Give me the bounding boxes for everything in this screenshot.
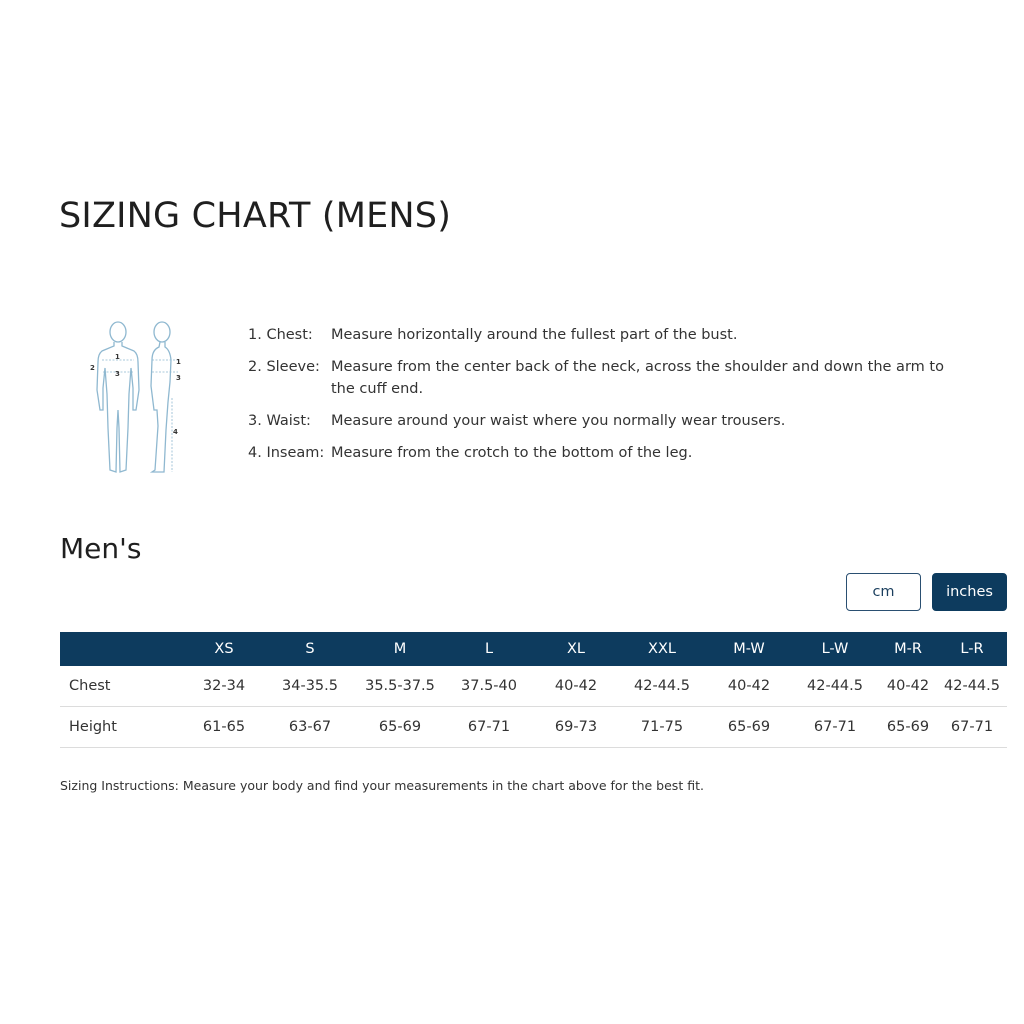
size-header: XXL [648, 641, 676, 657]
table-row [60, 707, 1007, 748]
size-header: XL [566, 641, 585, 657]
svg-text:1: 1 [115, 353, 120, 361]
measurement-label: 2. Sleeve: [248, 359, 320, 375]
svg-text:1: 1 [176, 358, 181, 366]
measurement-row-inseam [248, 442, 968, 464]
table-cell: 40-42 [707, 666, 791, 707]
unit-cm-button[interactable]: cm [846, 573, 921, 611]
table-cell: 69-73 [535, 707, 617, 748]
size-header: M [393, 641, 407, 657]
table-cell: 40-42 [879, 666, 937, 707]
row-label: Height [60, 707, 185, 748]
table-cell: 67-71 [937, 707, 1007, 748]
size-header: L-R [960, 641, 984, 657]
table-cell: 32-34 [185, 666, 263, 707]
table-cell: 42-44.5 [791, 666, 879, 707]
size-header: M-R [894, 641, 922, 657]
table-cell: 71-75 [617, 707, 707, 748]
measurement-row-chest [248, 324, 968, 346]
measurement-label: 4. Inseam: [248, 445, 325, 461]
size-header: M-W [733, 641, 765, 657]
table-cell: 67-71 [443, 707, 535, 748]
table-cell: 63-67 [263, 707, 357, 748]
table-cell: 65-69 [879, 707, 937, 748]
sizing-footnote: Sizing Instructions: Measure your body and find your measurements in the chart above for the best fit. [60, 778, 704, 793]
table-cell: 40-42 [535, 666, 617, 707]
size-table-header [60, 632, 1007, 666]
size-header: S [305, 641, 315, 657]
measurement-label: 3. Waist: [248, 413, 311, 429]
measurement-instructions [248, 324, 968, 474]
row-label: Chest [60, 666, 185, 707]
table-cell: 42-44.5 [937, 666, 1007, 707]
body-measurement-figure-icon [88, 318, 188, 478]
svg-text:3: 3 [176, 374, 181, 382]
measurement-text: Measure horizontally around the fullest part of the bust. [331, 327, 738, 343]
svg-text:2: 2 [90, 364, 95, 372]
size-table [60, 632, 1007, 748]
page-title: SIZING CHART (MENS) [59, 196, 452, 236]
table-cell: 67-71 [791, 707, 879, 748]
svg-text:3: 3 [115, 370, 120, 378]
unit-inches-button[interactable]: inches [932, 573, 1007, 611]
table-cell: 61-65 [185, 707, 263, 748]
table-cell: 65-69 [707, 707, 791, 748]
size-header: XS [214, 641, 234, 657]
table-row [60, 666, 1007, 707]
table-cell: 34-35.5 [263, 666, 357, 707]
svg-text:4: 4 [173, 428, 178, 436]
table-header-corner [60, 632, 185, 666]
measurement-text: Measure around your waist where you normally wear trousers. [331, 413, 786, 429]
measurement-row-waist [248, 410, 968, 432]
table-cell: 42-44.5 [617, 666, 707, 707]
table-cell: 65-69 [357, 707, 443, 748]
measurement-text: Measure from the crotch to the bottom of the leg. [331, 445, 693, 461]
section-title: Men's [60, 532, 142, 565]
measurement-row-sleeve [248, 356, 968, 400]
measurement-text: Measure from the center back of the neck, across the shoulder and down the arm to the cuff end. [331, 359, 944, 397]
table-cell: 37.5-40 [443, 666, 535, 707]
table-cell: 35.5-37.5 [357, 666, 443, 707]
size-header: L-W [821, 641, 849, 657]
measurement-label: 1. Chest: [248, 327, 313, 343]
size-header: L [484, 641, 494, 657]
